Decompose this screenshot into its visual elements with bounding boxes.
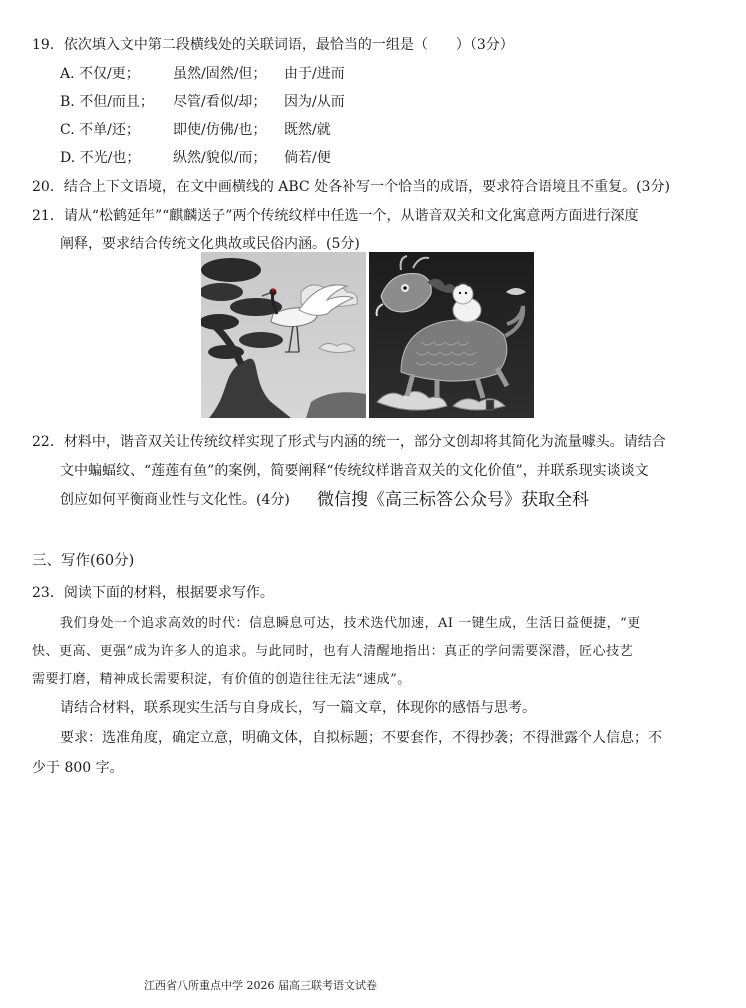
q21-line2: 阐释，要求结合传统文化典故或民俗内涵。(5分): [60, 236, 360, 252]
option-d-part3: 倘若/便: [284, 150, 331, 166]
option-c-part2: 即使/仿佛/也；: [173, 122, 267, 138]
writing-instruction: 请结合材料，联系现实生活与自身成长，写一篇文章，体现你的感悟与思考。: [60, 700, 536, 716]
option-d-part1: D. 不光/也；: [60, 150, 141, 166]
q19-option-b: [60, 91, 660, 111]
q19-option-d: [60, 147, 660, 167]
option-a-part2: 虽然/固然/但；: [173, 66, 267, 82]
option-a-part1: A. 不仅/更；: [60, 66, 140, 82]
q21-line1: 21．请从“松鹤延年”“麒麟送子”两个传统纹样中任选一个，从谐音双关和文化寓意两方面进行深度: [32, 208, 639, 224]
option-b-part2: 尽管/看似/却；: [173, 94, 267, 110]
q22-line1: 22．材料中，谐音双关让传统纹样实现了形式与内涵的统一，部分文创却将其简化为流量噱头。请结合: [32, 434, 666, 450]
option-c-part3: 既然/就: [284, 122, 331, 138]
qilin-child-image: [369, 252, 534, 418]
page-footer: 江西省八所重点中学 2026 届高三联考语文试卷: [144, 979, 377, 992]
option-b-part1: B. 不但/而且；: [60, 94, 154, 110]
writing-requirement-line2: 少于 800 字。: [32, 760, 124, 776]
promo-stamp-text: 微信搜《高三标答公众号》获取全科: [317, 490, 589, 510]
material-line-1: 我们身处一个追求高效的时代：信息瞬息可达，技术迭代加速，AI 一键生成，生活日益便捷，“更: [60, 616, 641, 631]
q20-text: 20．结合上下文语境，在文中画横线的 ABC 处各补写一个恰当的成语，要求符合语境且不重复。(3分): [32, 179, 670, 195]
material-line-2: 快、更高、更强”成为许多人的追求。与此同时，也有人清醒地指出：真正的学问需要深潜，匠心技艺: [32, 644, 634, 659]
option-c-part1: C. 不单/还；: [60, 122, 140, 138]
material-line-3: 需要打磨，精神成长需要积淀，有价值的创造往往无法“速成”。: [32, 672, 411, 687]
option-b-part3: 因为/从而: [284, 94, 345, 110]
section-writing-title: 三、写作(60分): [32, 553, 135, 569]
pattern-images-figure: [201, 252, 534, 418]
q19-option-c: [60, 119, 660, 139]
pine-crane-image: [201, 252, 366, 418]
q19-option-a: [60, 63, 660, 83]
option-d-part2: 纵然/貌似/而；: [173, 150, 267, 166]
q19-stem: 19．依次填入文中第二段横线处的关联词语，最恰当的一组是（ ）（3分）: [32, 37, 514, 53]
q23-stem: 23．阅读下面的材料，根据要求写作。: [32, 585, 274, 601]
option-a-part3: 由于/进而: [284, 66, 345, 82]
q22-line2: 文中蝙蝠纹、“莲莲有鱼”的案例，简要阐释“传统纹样谐音双关的文化价值”，并联系现实谈谈文: [60, 463, 649, 479]
q22-line3: 创应如何平衡商业性与文化性。(4分): [60, 492, 290, 508]
writing-requirement-line1: 要求：选准角度，确定立意，明确文体，自拟标题；不要套作，不得抄袭；不得泄露个人信息；不: [60, 730, 662, 746]
